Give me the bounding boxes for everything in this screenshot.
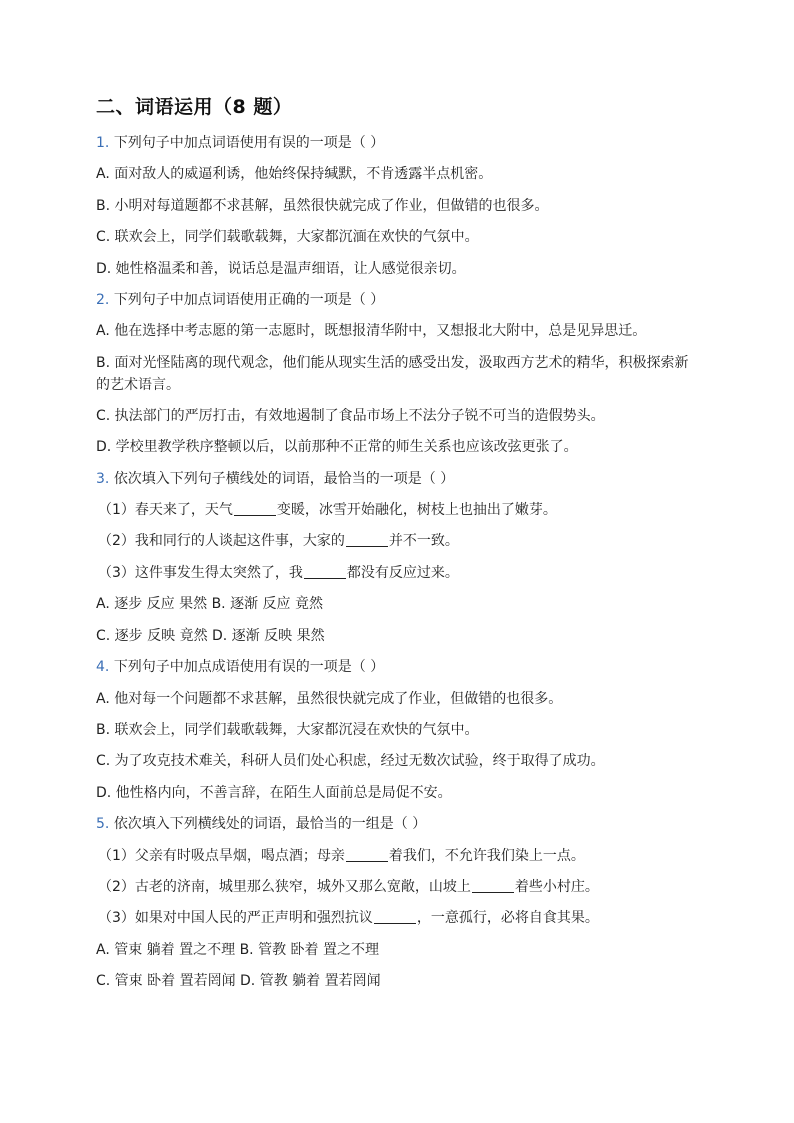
question-3-stem [96, 464, 700, 495]
sentence-text: （3）如果对中国人民的严正声明和强烈抗议 [98, 910, 373, 927]
q3-sentence-2 [96, 526, 700, 557]
question-number: 3. [96, 470, 110, 487]
sentence-text: 都没有反应过来。 [346, 564, 459, 581]
question-text: 依次填入下列句子横线处的词语，最恰当的一项是（ ） [113, 470, 455, 487]
sentence-text: 变暖，冰雪开始融化，树枝上也抽出了嫩芽。 [276, 502, 557, 519]
question-number: 1. [96, 135, 110, 151]
question-1-stem [96, 128, 700, 159]
q5-sentence-1 [96, 841, 700, 872]
q1-option-a: A. 面对敌人的威逼利诱，他始终保持缄默，不肯透露半点机密。 [96, 166, 493, 183]
q1-option-b: B. 小明对每道题都不求甚解，虽然很快就完成了作业，但做错的也很多。 [96, 197, 549, 214]
fill-blank [472, 878, 514, 893]
question-number: 5. [96, 816, 110, 833]
question-number: 2. [96, 292, 110, 309]
q4-option-d: D. 他性格内向，不善言辞，在陌生人面前总是局促不安。 [96, 784, 452, 801]
question-5-stem [96, 809, 700, 840]
sentence-text: ，一意孤行，必将自食其果。 [416, 910, 599, 927]
q4-option-b: B. 联欢会上，同学们载歌载舞，大家都沉浸在欢快的气氛中。 [96, 721, 479, 738]
question-text: 下列句子中加点词语使用有误的一项是（ ） [113, 135, 385, 151]
q4-option-c: C. 为了攻克技术难关，科研人员们处心积虑，经过无数次试验，终于取得了成功。 [96, 753, 605, 770]
q1-option-d: D. 她性格温柔和善，说话总是温声细语，让人感觉很亲切。 [96, 260, 466, 277]
question-text: 依次填入下列横线处的词语，最恰当的一组是（ ） [113, 816, 427, 833]
sentence-text: 并不一致。 [388, 533, 459, 550]
sentence-text: 着我们，不允许我们染上一点。 [388, 847, 585, 864]
sentence-text: （2）我和同行的人谈起这件事，大家的 [98, 533, 345, 550]
q3-sentence-3 [96, 558, 700, 589]
document-page [96, 94, 700, 998]
sentence-text: （3）这件事发生得太突然了，我 [98, 564, 303, 581]
sentence-text: （1）春天来了，天气 [98, 502, 233, 519]
fill-blank [346, 847, 388, 862]
sentence-text: 着些小村庄。 [514, 878, 599, 895]
q5-sentence-3 [96, 903, 700, 934]
sentence-text: （2）古老的济南，城里那么狭窄，城外又那么宽敞，山坡上 [98, 878, 471, 895]
q3-options-cd: C. 逐步 反映 竟然 D. 逐渐 反映 果然 [96, 627, 325, 644]
q2-option-b: B. 面对光怪陆离的现代观念，他们能从现实生活的感受出发，汲取西方艺术的精华，积极探索新的艺术语言。 [96, 354, 689, 393]
fill-blank [374, 909, 416, 924]
q3-sentence-1 [96, 495, 700, 526]
q4-option-a: A. 他对每一个问题都不求甚解，虽然很快就完成了作业，但做错的也很多。 [96, 690, 563, 707]
question-text: 下列句子中加点词语使用正确的一项是（ ） [113, 292, 385, 309]
q3-options-ab: A. 逐步 反应 果然 B. 逐渐 反应 竟然 [96, 596, 323, 613]
fill-blank [304, 564, 346, 579]
question-4-stem [96, 652, 700, 683]
q5-options-cd: C. 管束 卧着 置若罔闻 D. 管教 躺着 置若罔闻 [96, 973, 381, 990]
q1-option-c: C. 联欢会上，同学们载歌载舞，大家都沉湎在欢快的气氛中。 [96, 229, 479, 246]
fill-blank [234, 501, 276, 516]
q2-option-c: C. 执法部门的严厉打击，有效地遏制了食品市场上不法分子锐不可当的造假势头。 [96, 407, 605, 424]
q2-option-a: A. 他在选择中考志愿的第一志愿时，既想报清华附中，又想报北大附中，总是见异思迁。 [96, 323, 647, 340]
question-2-stem [96, 285, 700, 316]
q2-option-d: D. 学校里教学秩序整顿以后，以前那种不正常的师生关系也应该改弦更张了。 [96, 439, 578, 456]
section-title: 二、词语运用（8 题） [96, 96, 293, 118]
question-number: 4. [96, 659, 110, 676]
sentence-text: （1）父亲有时吸点旱烟，喝点酒；母亲 [98, 847, 345, 864]
question-text: 下列句子中加点成语使用有误的一项是（ ） [113, 659, 385, 676]
q5-options-ab: A. 管束 躺着 置之不理 B. 管教 卧着 置之不理 [96, 941, 379, 958]
fill-blank [346, 532, 388, 547]
q5-sentence-2 [96, 872, 700, 903]
